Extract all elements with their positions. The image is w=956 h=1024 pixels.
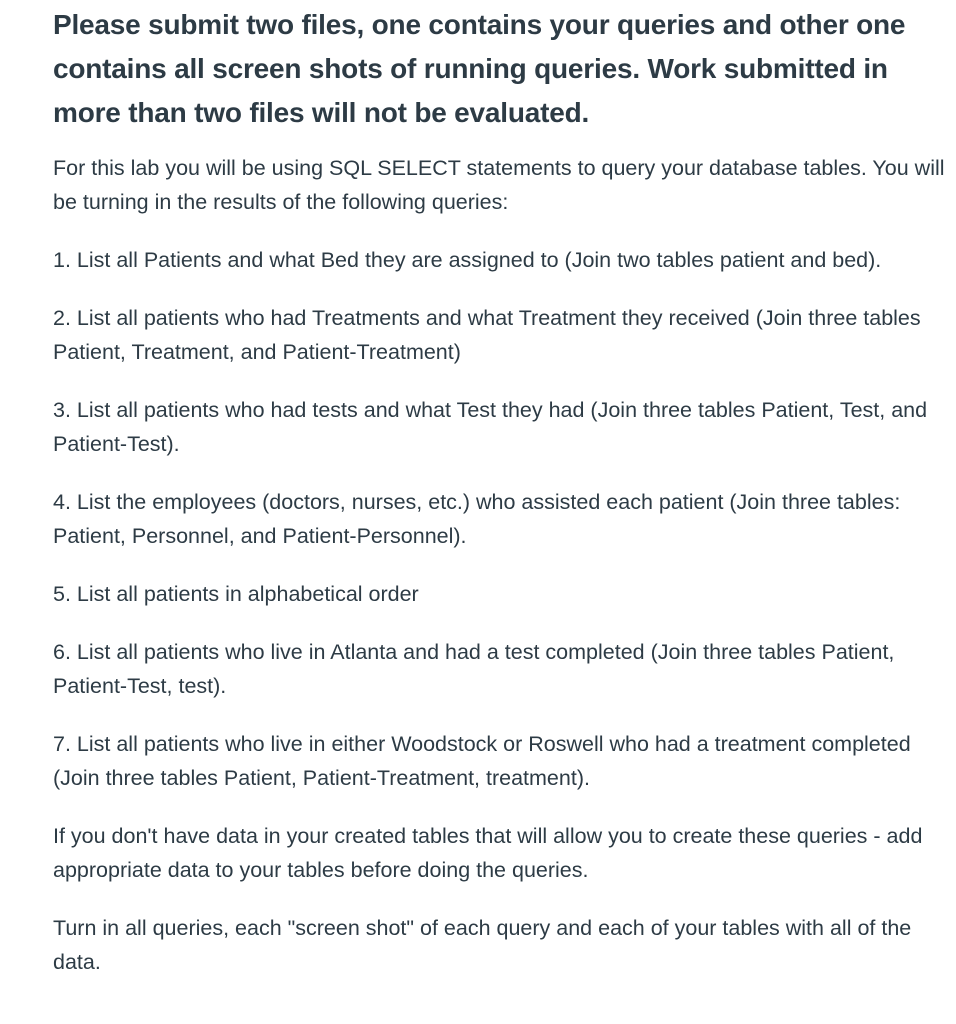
turn-in-note-paragraph: Turn in all queries, each "screen shot" of each query and each of your tables with all of the data. bbox=[53, 916, 912, 974]
submission-instructions-heading: Please submit two files, one contains your queries and other one contains all screen shots of running queries. Work submitted in more than two files will not be evaluated. bbox=[53, 9, 906, 128]
query-item-1: 1. List all Patients and what Bed they are assigned to (Join two tables patient and bed). bbox=[53, 248, 882, 272]
query-item-2: 2. List all patients who had Treatments and what Treatment they received (Join three tables Patient, Treatment, and Patient-Treatment) bbox=[53, 306, 921, 364]
query-item-3: 3. List all patients who had tests and what Test they had (Join three tables Patient, Test, and Patient-Test). bbox=[53, 398, 928, 456]
data-note-paragraph: If you don't have data in your created tables that will allow you to create these queries - add appropriate data to your tables before doing the queries. bbox=[53, 824, 923, 882]
query-item-7: 7. List all patients who live in either Woodstock or Roswell who had a treatment completed (Join three tables Patient, Patient-Treatment, treatment). bbox=[53, 732, 911, 790]
query-item-5: 5. List all patients in alphabetical order bbox=[53, 582, 419, 606]
query-item-4: 4. List the employees (doctors, nurses, etc.) who assisted each patient (Join three tables: Patient, Personnel, and Patient-Personnel). bbox=[53, 490, 901, 548]
intro-paragraph: For this lab you will be using SQL SELECT statements to query your database tables. You will be turning in the results of the following queries: bbox=[53, 156, 945, 214]
query-item-6: 6. List all patients who live in Atlanta and had a test completed (Join three tables Patient, Patient-Test, test). bbox=[53, 640, 895, 698]
assignment-content bbox=[53, 0, 948, 979]
